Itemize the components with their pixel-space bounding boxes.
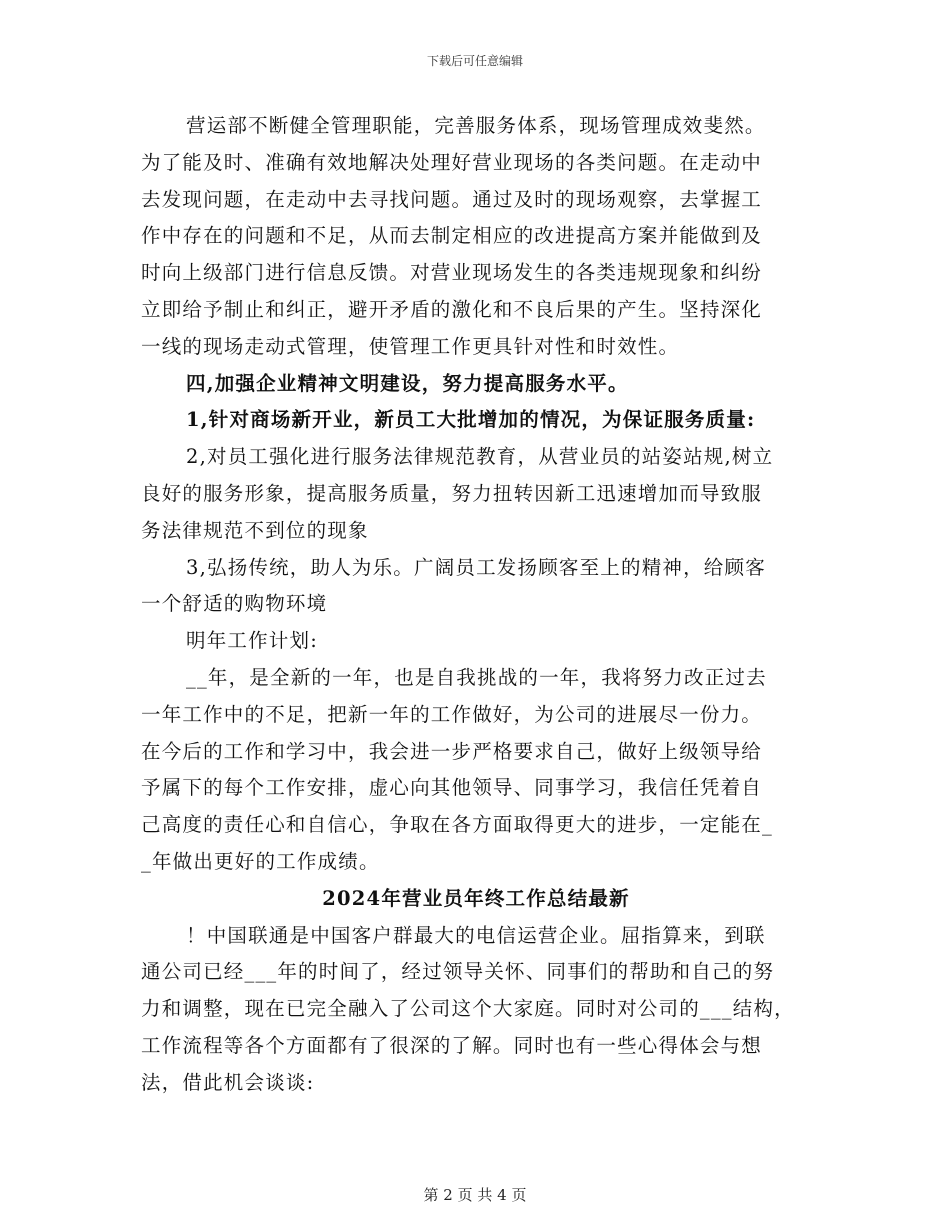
paragraph-line: _年做出更好的工作成绩。 [141, 849, 380, 873]
paragraph-line: __年，是全新的一年，也是自我挑战的一年，我将努力改正过去 [186, 665, 767, 689]
paragraph-line: 己高度的责任心和自信心，争取在各方面取得更大的进步，一定能在_ [141, 813, 773, 837]
section-heading: 四,加强企业精神文明建设，努力提高服务水平。 [186, 371, 629, 395]
paragraph-line: 作中存在的问题和不足，从而去制定相应的改进提高方案并能做到及 [141, 224, 763, 248]
paragraph-line: 一个舒适的购物环境 [141, 592, 328, 616]
paragraph-line: 力和调整，现在已完全融入了公司这个大家庭。同时对公司的___结构， [141, 997, 795, 1021]
paragraph-line: 立即给予制止和纠正，避开矛盾的激化和不良后果的产生。坚持深化 [141, 297, 763, 321]
paragraph-line: 通公司已经___年的时间了，经过领导关怀、同事们的帮助和自己的努 [141, 960, 775, 984]
subsection-heading: 1,针对商场新开业，新员工大批增加的情况，为保证服务质量: [186, 408, 756, 432]
paragraph-line: 务法律规范不到位的现象 [141, 518, 369, 542]
paragraph-line: 时向上级部门进行信息反馈。对营业现场发生的各类违规现象和纠纷 [141, 261, 763, 285]
paragraph-line: 去发现问题，在走动中去寻找问题。通过及时的现场观察，去掌握工 [141, 187, 763, 211]
paragraph-line: 一线的现场走动式管理，使管理工作更具针对性和时效性。 [141, 334, 680, 358]
paragraph-line: 3,弘扬传统，助人为乐。广阔员工发扬顾客至上的精神，给顾客 [186, 555, 766, 579]
paragraph-line: 为了能及时、准确有效地解决处理好营业现场的各类问题。在走动中 [141, 150, 763, 174]
paragraph-line: 工作流程等各个方面都有了很深的了解。同时也有一些心得体会与想 [141, 1033, 763, 1057]
paragraph-line: ！中国联通是中国客户群最大的电信运营企业。屈指算来，到联 [186, 923, 766, 947]
page-header-note: 下载后可任意编辑 [426, 54, 523, 68]
paragraph-line: 营运部不断健全管理职能，完善服务体系，现场管理成效斐然。 [186, 114, 766, 137]
page-number: 第 2 页 共 4 页 [423, 1186, 527, 1204]
document-body [141, 108, 811, 1102]
paragraph-line: 在今后的工作和学习中，我会进一步严格要求自己，做好上级领导给 [141, 739, 763, 763]
paragraph-line: 良好的服务形象，提高服务质量，努力扭转因新工迅速增加而导致服 [141, 481, 763, 505]
paragraph-line: 2,对员工强化进行服务法律规范教育，从营业员的站姿站规,树立 [186, 445, 774, 469]
paragraph-line: 予属下的每个工作安排，虚心向其他领导、同事学习，我信任凭着自 [141, 776, 763, 800]
paragraph-line: 法，借此机会谈谈: [141, 1070, 315, 1094]
paragraph-line: 明年工作计划: [186, 629, 318, 653]
document-title: 2024年营业员年终工作总结最新 [322, 886, 630, 910]
paragraph-line: 一年工作中的不足，把新一年的工作做好，为公司的进展尽一份力。 [141, 702, 763, 726]
